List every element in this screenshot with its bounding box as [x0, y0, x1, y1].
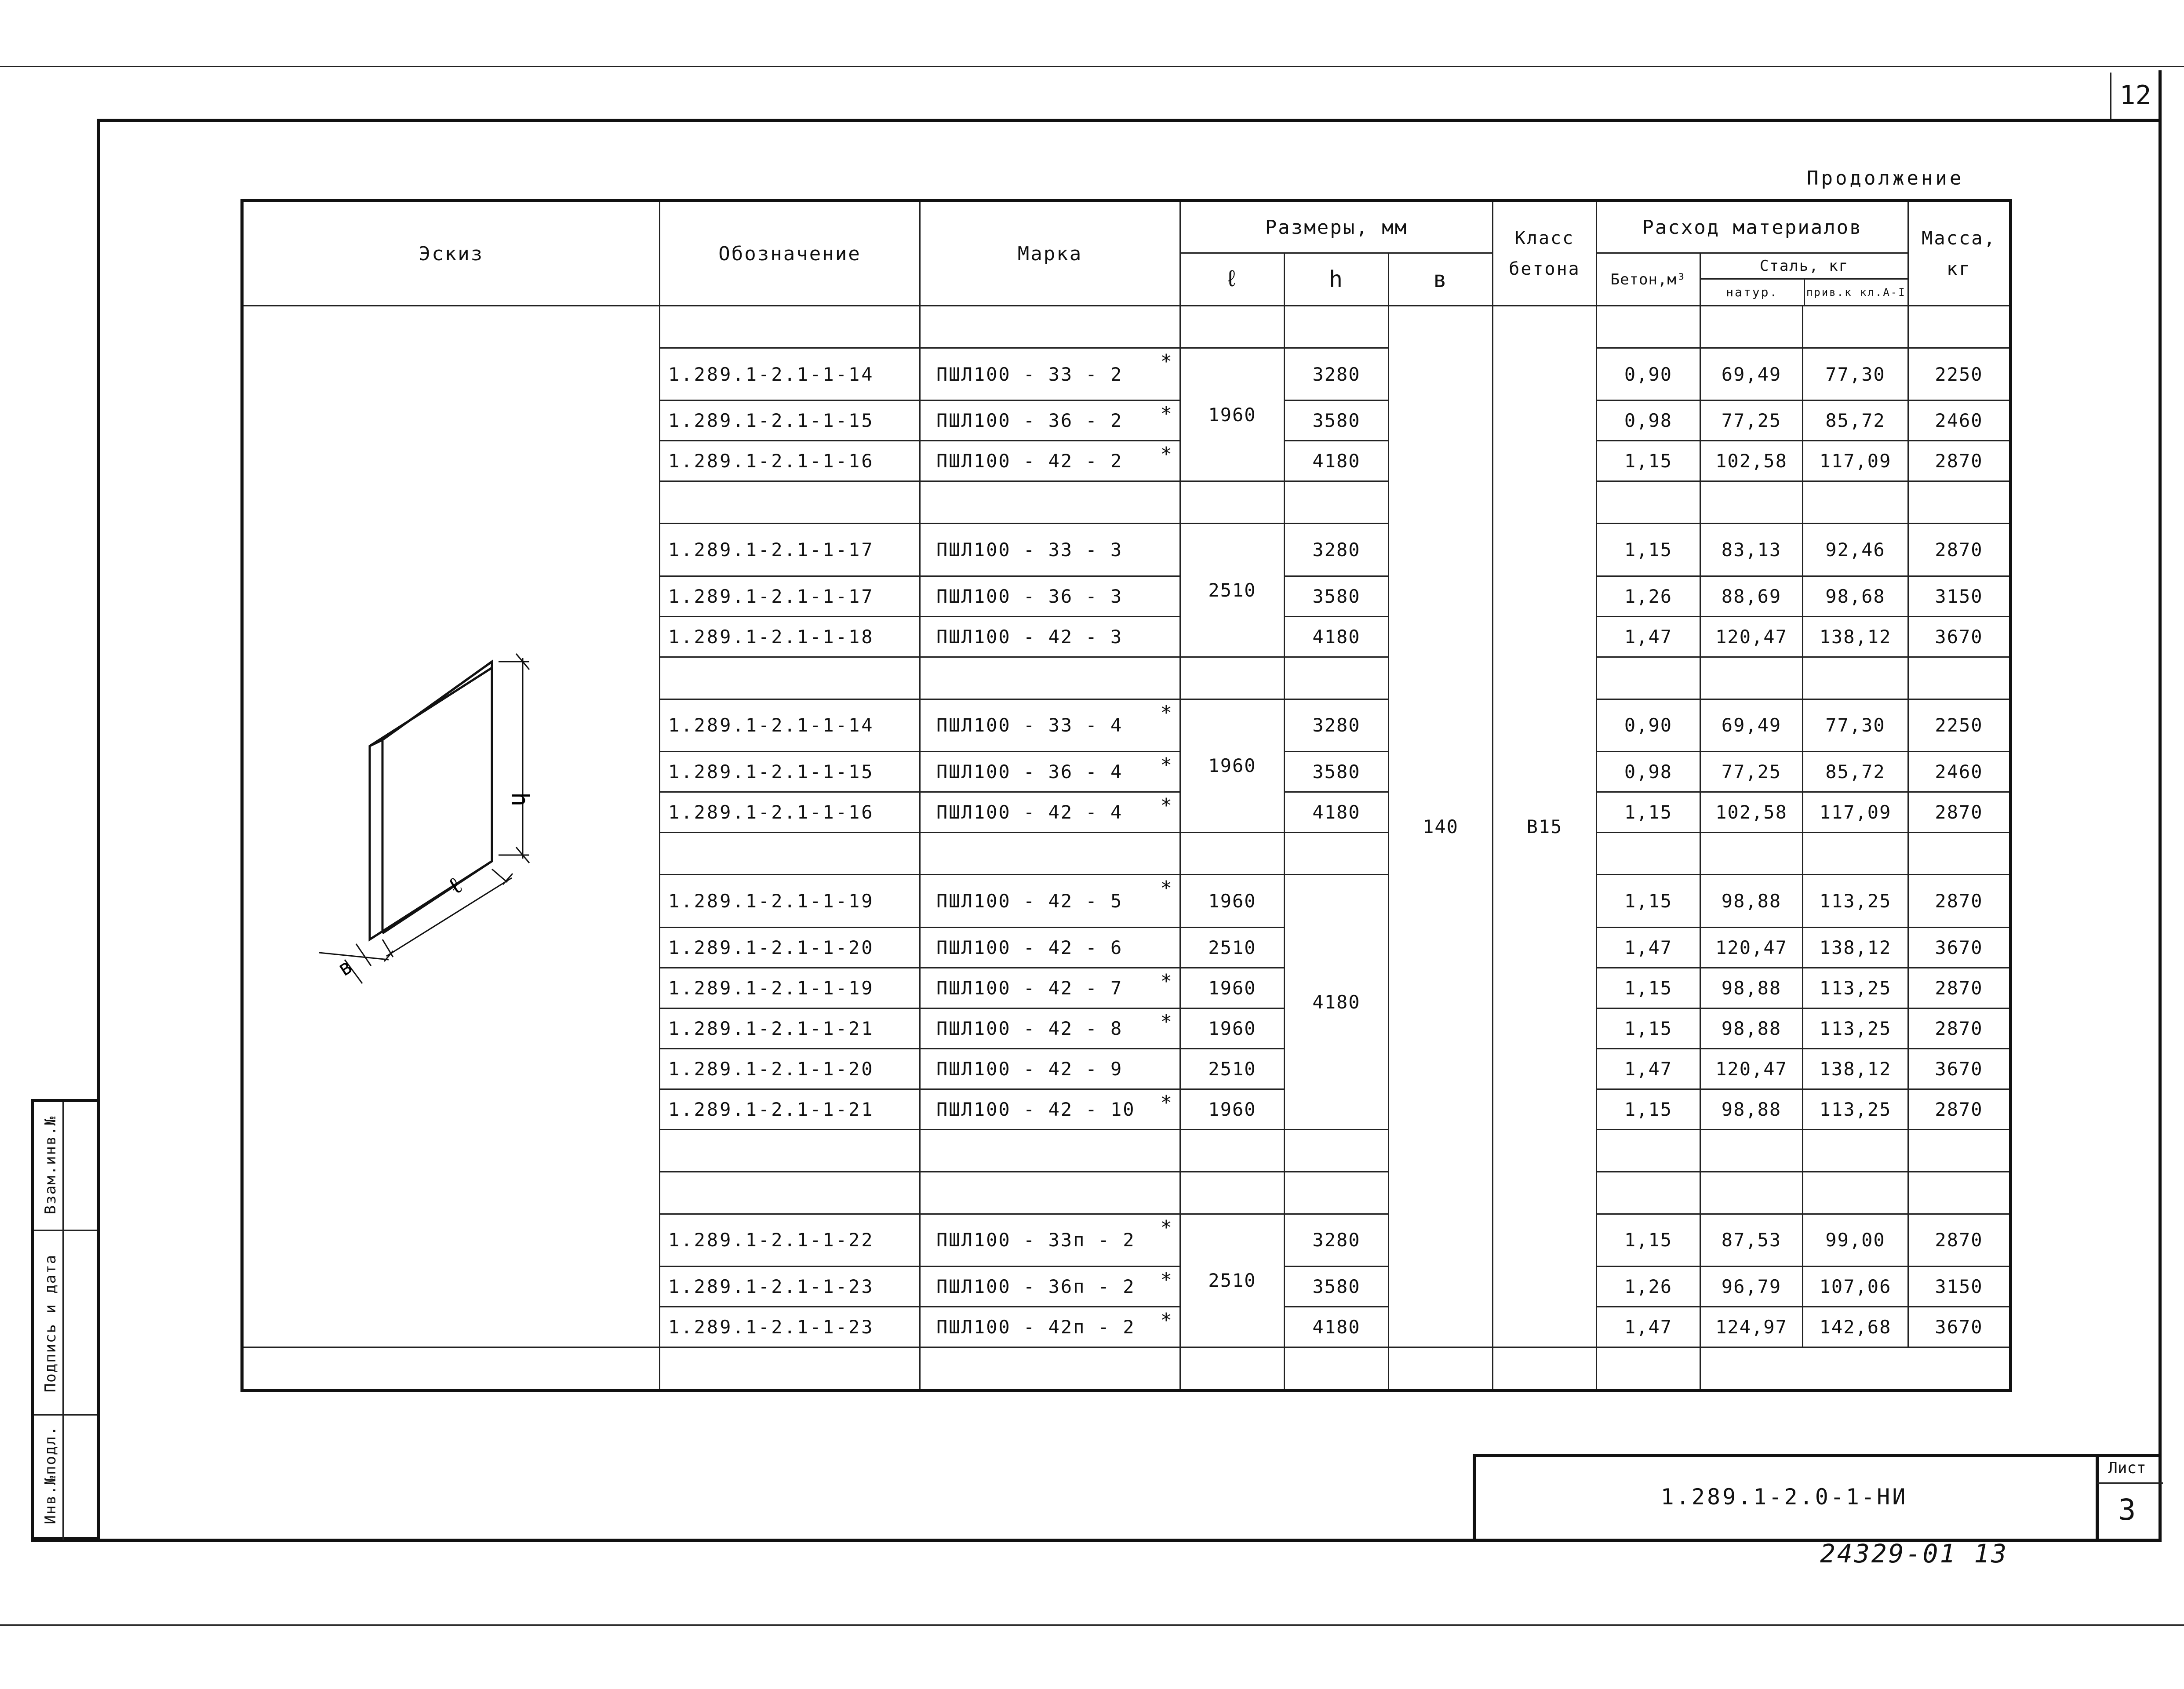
cell-natur: 98,88	[1700, 875, 1803, 927]
cell-code: 1.289.1-2.1-1-22	[660, 1214, 920, 1266]
cell-priv: 99,00	[1803, 1214, 1908, 1266]
sheet-label: Лист	[2108, 1459, 2146, 1477]
sheet-number: 3	[2118, 1493, 2136, 1527]
cell-natur: 98,88	[1700, 968, 1803, 1008]
merged-concrete-class: В15	[1493, 306, 1597, 1347]
cell-priv: 142,68	[1803, 1307, 1908, 1347]
cell-mass: 3670	[1908, 1048, 2011, 1089]
header-concrete-class: Класс бетона	[1493, 201, 1597, 306]
cell-natur: 98,88	[1700, 1008, 1803, 1048]
cell-natur: 120,47	[1700, 616, 1803, 657]
cell-mark: ПШЛ100 - 42 - 7 *	[920, 968, 1180, 1008]
header-sizes: Размеры, мм	[1180, 201, 1493, 253]
cell-mass: 3670	[1908, 616, 2011, 657]
cell-natur: 124,97	[1700, 1307, 1803, 1347]
page-number: 12	[2119, 80, 2151, 111]
cell-l: 2510	[1180, 927, 1285, 968]
cell-mass: 2460	[1908, 400, 2011, 441]
cell-priv: 113,25	[1803, 1008, 1908, 1048]
cell-priv: 117,09	[1803, 792, 1908, 833]
cell-mass: 3670	[1908, 1307, 2011, 1347]
cell-mark: ПШЛ100 - 42 - 9	[920, 1048, 1180, 1089]
cell-l: 2510	[1180, 1048, 1285, 1089]
cell-priv: 138,12	[1803, 616, 1908, 657]
cell-mark: ПШЛ100 - 33 - 2 *	[920, 348, 1180, 400]
cell-h: 3580	[1285, 1267, 1389, 1307]
cell-code: 1.289.1-2.1-1-14	[660, 699, 920, 751]
cell-concrete: 1,26	[1597, 576, 1700, 616]
header-concrete-m3: Бетон,м³	[1597, 253, 1700, 306]
cell-code: 1.289.1-2.1-1-20	[660, 1048, 920, 1089]
cell-concrete: 0,98	[1597, 400, 1700, 441]
cell-l: 1960	[1180, 1089, 1285, 1129]
cell-natur: 88,69	[1700, 576, 1803, 616]
header-natur: натур.	[1701, 280, 1805, 305]
sketch-label-h: h	[506, 792, 534, 808]
frame-top	[97, 119, 2162, 122]
cell-priv: 113,25	[1803, 968, 1908, 1008]
header-steel	[1700, 253, 1908, 306]
cell-concrete: 1,15	[1597, 1008, 1700, 1048]
cell-mark: ПШЛ100 - 42п - 2 *	[920, 1307, 1180, 1347]
merged-l-group5: 2510	[1180, 1214, 1285, 1347]
cell-mass: 2250	[1908, 699, 2011, 751]
cell-concrete: 1,26	[1597, 1267, 1700, 1307]
cell-natur: 77,25	[1700, 752, 1803, 792]
cell-priv: 92,46	[1803, 524, 1908, 576]
cell-priv: 113,25	[1803, 875, 1908, 927]
cell-mark: ПШЛ100 - 42 - 3	[920, 616, 1180, 657]
header-sketch: Эскиз	[242, 201, 660, 306]
cell-mass: 2250	[1908, 348, 2011, 400]
header-steel-kg: Сталь, кг	[1701, 254, 1907, 280]
cell-h: 3580	[1285, 576, 1389, 616]
cell-h: 3280	[1285, 1214, 1389, 1266]
cell-natur: 69,49	[1700, 348, 1803, 400]
frame-right	[2159, 70, 2162, 1541]
merged-h-group4: 4180	[1285, 875, 1389, 1129]
cell-mark: ПШЛ100 - 36п - 2 *	[920, 1267, 1180, 1307]
top-border-line	[0, 66, 2184, 67]
cell-code: 1.289.1-2.1-1-19	[660, 968, 920, 1008]
stamp-podpis-data: Подпись и дата	[42, 1254, 59, 1393]
cell-concrete: 1,15	[1597, 441, 1700, 481]
cell-code: 1.289.1-2.1-1-15	[660, 400, 920, 441]
cell-priv: 138,12	[1803, 1048, 1908, 1089]
cell-code: 1.289.1-2.1-1-23	[660, 1307, 920, 1347]
cell-mass: 3150	[1908, 1267, 2011, 1307]
cell-concrete: 1,15	[1597, 875, 1700, 927]
cell-priv: 77,30	[1803, 699, 1908, 751]
bottom-border-line	[0, 1624, 2184, 1626]
cell-mark: ПШЛ100 - 36 - 2 *	[920, 400, 1180, 441]
frame-left	[97, 119, 100, 1541]
cell-mark: ПШЛ100 - 33 - 3	[920, 524, 1180, 576]
cell-l: 1960	[1180, 875, 1285, 927]
cell-code: 1.289.1-2.1-1-16	[660, 441, 920, 481]
sketch-cell	[242, 306, 660, 1347]
cell-mass: 3150	[1908, 576, 2011, 616]
cell-natur: 77,25	[1700, 400, 1803, 441]
page-number-box-left	[2110, 73, 2111, 119]
cell-natur: 83,13	[1700, 524, 1803, 576]
cell-mark: ПШЛ100 - 42 - 2 *	[920, 441, 1180, 481]
cell-l: 1960	[1180, 1008, 1285, 1048]
cell-code: 1.289.1-2.1-1-14	[660, 348, 920, 400]
header-h: h	[1285, 253, 1389, 306]
cell-concrete: 1,15	[1597, 1214, 1700, 1266]
cell-mass: 2870	[1908, 968, 2011, 1008]
cell-mass: 2870	[1908, 792, 2011, 833]
cell-h: 3580	[1285, 400, 1389, 441]
cell-mark: ПШЛ100 - 42 - 4 *	[920, 792, 1180, 833]
cell-code: 1.289.1-2.1-1-15	[660, 752, 920, 792]
cell-l: 1960	[1180, 968, 1285, 1008]
stamp-inv-podl: Инв.№подл.	[42, 1425, 59, 1525]
cell-natur: 96,79	[1700, 1267, 1803, 1307]
panel-sketch	[244, 306, 659, 1347]
cell-mass: 2870	[1908, 441, 2011, 481]
header-l: ℓ	[1180, 253, 1285, 306]
cell-code: 1.289.1-2.1-1-16	[660, 792, 920, 833]
header-mark: Марка	[920, 201, 1180, 306]
header-b: в	[1389, 253, 1493, 306]
cell-priv: 138,12	[1803, 927, 1908, 968]
cell-concrete: 1,15	[1597, 968, 1700, 1008]
cell-h: 3580	[1285, 752, 1389, 792]
cell-priv: 113,25	[1803, 1089, 1908, 1129]
cell-code: 1.289.1-2.1-1-21	[660, 1008, 920, 1048]
cell-code: 1.289.1-2.1-1-21	[660, 1089, 920, 1129]
merged-l-group2: 2510	[1180, 524, 1285, 657]
side-stamp	[31, 1099, 97, 1540]
cell-mark: ПШЛ100 - 42 - 5 *	[920, 875, 1180, 927]
cell-mark: ПШЛ100 - 36 - 4 *	[920, 752, 1180, 792]
cell-mark: ПШЛ100 - 42 - 10 *	[920, 1089, 1180, 1129]
merged-l-group3: 1960	[1180, 699, 1285, 832]
cell-natur: 69,49	[1700, 699, 1803, 751]
sketch-label-l: ℓ	[442, 870, 468, 900]
cell-natur: 102,58	[1700, 792, 1803, 833]
cell-mass: 2460	[1908, 752, 2011, 792]
cell-h: 4180	[1285, 616, 1389, 657]
cell-h: 3280	[1285, 524, 1389, 576]
cell-concrete: 1,47	[1597, 1307, 1700, 1347]
cell-mass: 3670	[1908, 927, 2011, 968]
cell-code: 1.289.1-2.1-1-17	[660, 524, 920, 576]
cell-priv: 107,06	[1803, 1267, 1908, 1307]
cell-concrete: 1,15	[1597, 792, 1700, 833]
header-mass: Масса, кг	[1908, 201, 2011, 306]
table-body	[242, 306, 2011, 1391]
cell-concrete: 1,15	[1597, 524, 1700, 576]
cell-mark: ПШЛ100 - 42 - 8 *	[920, 1008, 1180, 1048]
cell-mark: ПШЛ100 - 33п - 2 *	[920, 1214, 1180, 1266]
cell-priv: 98,68	[1803, 576, 1908, 616]
cell-natur: 120,47	[1700, 927, 1803, 968]
cell-concrete: 1,15	[1597, 1089, 1700, 1129]
cell-mass: 2870	[1908, 875, 2011, 927]
header-priv: прив.к кл.А-I	[1806, 286, 1906, 298]
merged-l-group1: 1960	[1180, 348, 1285, 481]
cell-natur: 102,58	[1700, 441, 1803, 481]
cell-code: 1.289.1-2.1-1-18	[660, 616, 920, 657]
cell-mass: 2870	[1908, 1089, 2011, 1129]
cell-concrete: 1,47	[1597, 616, 1700, 657]
cell-mark: ПШЛ100 - 36 - 3	[920, 576, 1180, 616]
cell-code: 1.289.1-2.1-1-20	[660, 927, 920, 968]
cell-h: 4180	[1285, 792, 1389, 833]
cell-mass: 2870	[1908, 1214, 2011, 1266]
stamp-vzam-inv: Взам.инв.№	[42, 1115, 59, 1215]
cell-natur: 98,88	[1700, 1089, 1803, 1129]
cell-code: 1.289.1-2.1-1-23	[660, 1267, 920, 1307]
sketch-label-b: в	[333, 953, 358, 982]
cell-mark: ПШЛ100 - 42 - 6	[920, 927, 1180, 968]
cell-mass: 2870	[1908, 1008, 2011, 1048]
cell-priv: 77,30	[1803, 348, 1908, 400]
cell-natur: 120,47	[1700, 1048, 1803, 1089]
header-material-use: Расход материалов	[1597, 201, 1908, 253]
merged-b-value: 140	[1389, 306, 1493, 1347]
cell-h: 4180	[1285, 1307, 1389, 1347]
header-designation: Обозначение	[660, 201, 920, 306]
cell-code: 1.289.1-2.1-1-19	[660, 875, 920, 927]
specification-table	[240, 199, 2012, 1392]
cell-concrete: 0,98	[1597, 752, 1700, 792]
cell-natur: 87,53	[1700, 1214, 1803, 1266]
document-code: 1.289.1-2.0-1-НИ	[1660, 1484, 1908, 1510]
cell-concrete: 0,90	[1597, 699, 1700, 751]
cell-h: 4180	[1285, 441, 1389, 481]
cell-mass: 2870	[1908, 524, 2011, 576]
cell-priv: 85,72	[1803, 752, 1908, 792]
cell-concrete: 0,90	[1597, 348, 1700, 400]
cell-concrete: 1,47	[1597, 927, 1700, 968]
cell-mark: ПШЛ100 - 33 - 4 *	[920, 699, 1180, 751]
cell-priv: 85,72	[1803, 400, 1908, 441]
cell-concrete: 1,47	[1597, 1048, 1700, 1089]
continuation-label: Продолжение	[1807, 167, 1964, 189]
cell-priv: 117,09	[1803, 441, 1908, 481]
cell-h: 3280	[1285, 699, 1389, 751]
archive-number: 24329-01 13	[1820, 1539, 2009, 1569]
cell-code: 1.289.1-2.1-1-17	[660, 576, 920, 616]
cell-h: 3280	[1285, 348, 1389, 400]
